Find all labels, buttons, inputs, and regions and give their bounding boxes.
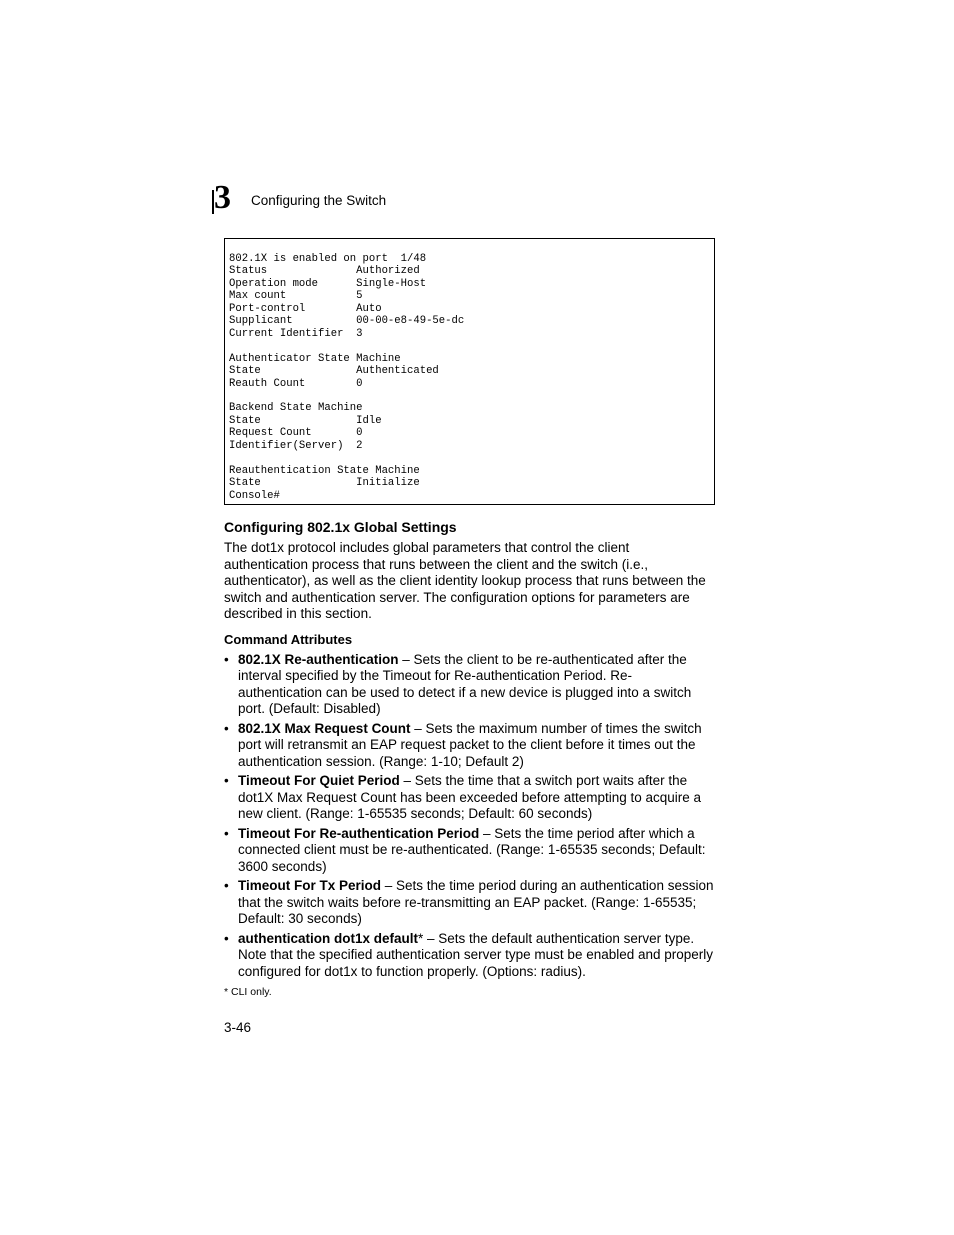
attribute-term: authentication dot1x default (238, 930, 419, 946)
bullet: • (224, 930, 229, 946)
bullet: • (224, 825, 229, 841)
attribute-desc: – Sets the time that a switch port waits after the dot1X Max Request Count has been exceeded before attempting to acquire a new client. (Range: 1-65535 seconds; Default: 60 seconds) (238, 773, 702, 821)
attribute-term: Timeout For Tx Period (238, 878, 382, 893)
running-header-title: Configuring the Switch (251, 193, 387, 208)
chapter-number: 3 (214, 179, 231, 216)
list-item (224, 826, 716, 876)
section-content (224, 518, 716, 998)
bullet: • (224, 651, 229, 667)
attribute-term: 802.1X Max Request Count (238, 720, 411, 736)
attribute-desc: – Sets the maximum number of times the switch port will retransmit an EAP request packet to the client before it times out the authentication session. (Range: 1-10; Default 2) (238, 720, 702, 769)
bullet: • (224, 878, 229, 893)
list-item (224, 652, 716, 718)
page-number: 3-46 (224, 1020, 252, 1035)
bullet: • (224, 773, 229, 788)
section-body: The dot1x protocol includes global parameters that control the client authentication process that runs between the client and the switch (i.e., authenticator), as well as the client identity lookup process that runs between the switch and authentication server. The configuration options for parameters are described in this section. (224, 540, 706, 621)
code-listing: 802.1X is enabled on port 1/48 Status Authorized Operation mode Single-Host Max count 5 Port-control Auto Supplicant 00-00-e8-49-5e-dc Current Identifier 3 Authenticator State Machine State Authenticated Reauth Count 0 Backend State Machine State Idle Request Count 0 Identifier(Server) 2 Reauthentication State Machine State Initialize Console# (229, 253, 465, 502)
list-item (224, 721, 716, 771)
list-item (224, 878, 716, 928)
list-item (224, 931, 716, 981)
attribute-term: 802.1X Re-authentication (238, 651, 399, 667)
attribute-term: Timeout For Re-authentication Period (238, 825, 480, 841)
attribute-desc: – Sets the time period after which a connected client must be re-authenticated. (Range: 1-65535 seconds; Default: 3600 seconds) (238, 825, 706, 874)
attribute-term: Timeout For Quiet Period (238, 773, 400, 788)
section-heading: Configuring 802.1x Global Settings (224, 519, 457, 535)
code-listing-box (224, 238, 715, 505)
attribute-desc: * – Sets the default authentication server type. Note that the specified authentication server type must be enabled and properly configured for dot1x to function properly. (Options: radius). (238, 930, 714, 979)
attribute-list (224, 652, 716, 981)
footnote: * CLI only. (224, 986, 272, 998)
command-attributes-heading: Command Attributes (224, 631, 353, 647)
list-item (224, 773, 716, 823)
attribute-desc: – Sets the time period during an authentication session that the switch waits before re-transmitting an EAP packet. (Range: 1-65535; Default: 30 seconds) (238, 878, 714, 926)
bullet: • (224, 720, 229, 736)
attribute-desc: – Sets the client to be re-authenticated after the interval specified by the Timeout for Re-authentication Period. Re-authentication can be used to detect if a new device is plugged into a switch port. (Default: Disabled) (238, 651, 692, 716)
